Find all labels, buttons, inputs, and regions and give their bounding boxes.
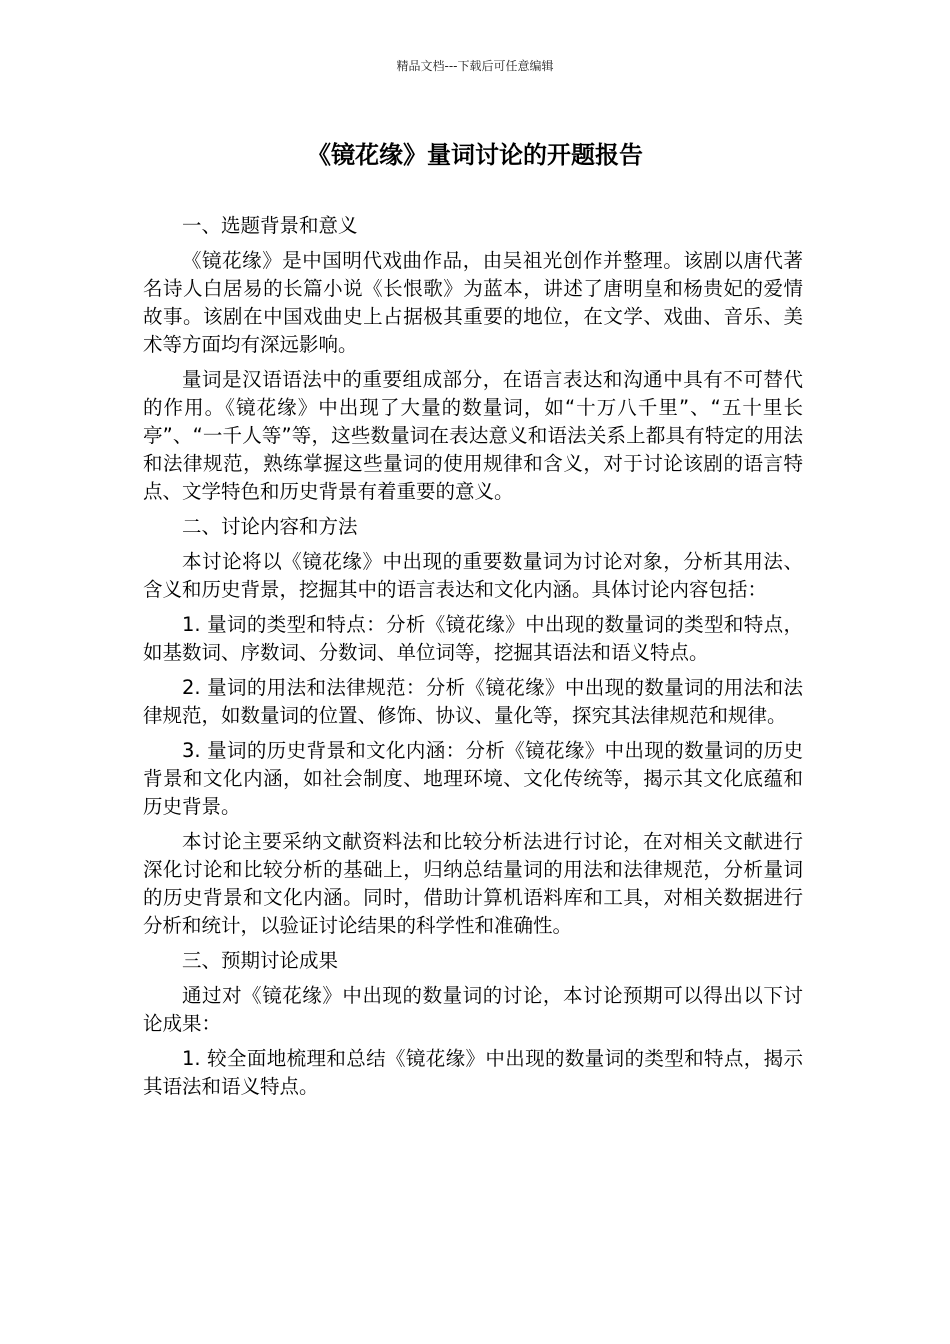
paragraph-study-scope: 本讨论将以《镜花缘》中出现的重要数量词为讨论对象，分析其用法、含义和历史背景，挖掘其中的语言表达和文化内涵。具体讨论内容包括：	[143, 550, 803, 601]
list-item-usage: 2. 量词的用法和法律规范：分析《镜花缘》中出现的数量词的用法和法律规范，如数量词的位置、修饰、协议、量化等，探究其法律规范和规律。	[143, 676, 803, 727]
list-item-expected-1: 1. 较全面地梳理和总结《镜花缘》中出现的数量词的类型和特点，揭示其语法和语义特点。	[143, 1047, 803, 1098]
paragraph-classifier-importance: 量词是汉语语法中的重要组成部分，在语言表达和沟通中具有不可替代的作用。《镜花缘》中出现了大量的数量词，如“十万八千里”、“五十里长亭”、“一千人等”等，这些数量词在表达意义和语法关系上都具有特定的用法和法律规范，熟练掌握这些量词的使用规律和含义，对于讨论该剧的语言特点、文学特色和历史背景有着重要的意义。	[143, 368, 803, 503]
paragraph-methods: 本讨论主要采纳文献资料法和比较分析法进行讨论，在对相关文献进行深化讨论和比较分析的基础上，归纳总结量词的用法和法律规范，分析量词的历史背景和文化内涵。同时，借助计算机语料库和工具，对相关数据进行分析和统计，以验证讨论结果的科学性和准确性。	[143, 830, 803, 937]
list-item-types: 1. 量词的类型和特点：分析《镜花缘》中出现的数量词的类型和特点，如基数词、序数词、分数词、单位词等，挖掘其语法和语义特点。	[143, 613, 803, 664]
paragraph-expected-intro: 通过对《镜花缘》中出现的数量词的讨论，本讨论预期可以得出以下讨论成果：	[143, 984, 803, 1035]
section-heading-background: 一、选题背景和意义	[182, 214, 358, 237]
section-heading-content-method: 二、讨论内容和方法	[182, 515, 358, 538]
document-title: 《镜花缘》量词讨论的开题报告	[307, 141, 643, 169]
paragraph-intro-work: 《镜花缘》是中国明代戏曲作品，由吴祖光创作并整理。该剧以唐代著名诗人白居易的长篇小说《长恨歌》为蓝本，讲述了唐明皇和杨贵妃的爱情故事。该剧在中国戏曲史上占据极其重要的地位，在文学、戏曲、音乐、美术等方面均有深远影响。	[143, 249, 803, 356]
page-header-note: 精品文档---下载后可任意编辑	[396, 59, 554, 73]
document-body	[143, 212, 803, 1108]
section-heading-expected-results: 三、预期讨论成果	[182, 949, 339, 972]
list-item-history: 3. 量词的历史背景和文化内涵：分析《镜花缘》中出现的数量词的历史背景和文化内涵，如社会制度、地理环境、文化传统等，揭示其文化底蕴和历史背景。	[143, 739, 803, 818]
